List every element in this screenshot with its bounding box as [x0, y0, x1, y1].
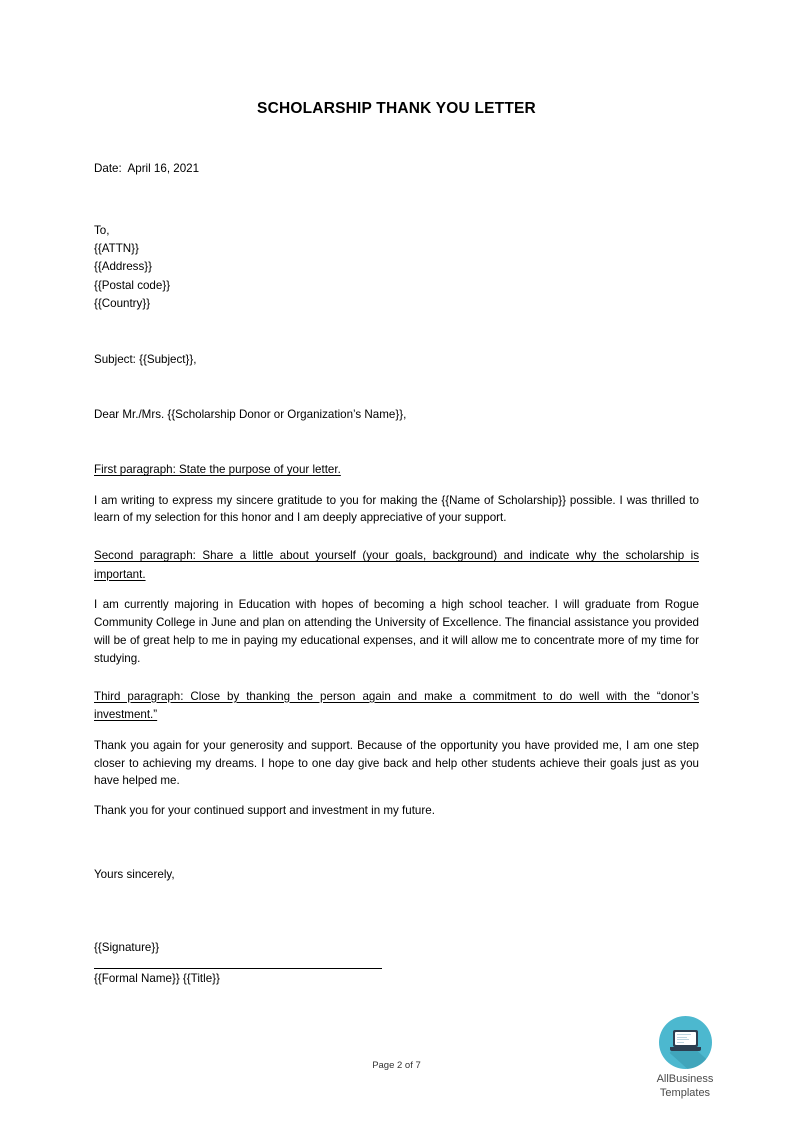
letter-body: [94, 0, 699, 1071]
section-body-first-paragraph: I am writing to express my sincere gratitude to you for making the {{Name of Scholarship}} possible. I was thrilled to learn of my selection for this honor and I am deeply appreciative of your support.: [94, 493, 699, 525]
address-postal-code: {{Postal code}}: [94, 278, 171, 292]
screen-text-line: [677, 1037, 687, 1038]
signature-name-title: {{Formal Name}} {{Title}}: [94, 971, 220, 985]
screen-text-line: [677, 1039, 690, 1040]
address-street: {{Address}}: [94, 260, 153, 274]
date-line: Date: April 16, 2021: [94, 162, 200, 175]
laptop-base: [670, 1047, 701, 1051]
recipient-address-block: [94, 222, 699, 313]
footer-page-number: Page 2 of 7: [372, 1060, 421, 1071]
logo-wordmark: [641, 1073, 729, 1100]
screen-text-line: [677, 1034, 691, 1035]
address-to: To,: [94, 224, 110, 237]
laptop-screen-content: [675, 1032, 696, 1045]
final-paragraph: Thank you for your continued support and investment in my future.: [94, 804, 435, 818]
laptop-icon: [670, 1030, 701, 1055]
signature-placeholder: {{Signature}}: [94, 940, 160, 954]
section-body-third-paragraph: Thank you again for your generosity and support. Because of the opportunity you have provided me, I am one step closer to achieving my dreams. I hope to one day give back and help other students achieve their goals just as you have helped me.: [94, 738, 699, 788]
signature-rule: [94, 968, 382, 969]
logo-badge-circle: [659, 1016, 712, 1069]
address-attn: {{ATTN}}: [94, 242, 139, 256]
logo-text-line-2: Templates: [659, 1086, 711, 1099]
subject-line: Subject: {{Subject}},: [94, 353, 197, 367]
salutation-line: Dear Mr./Mrs. {{Scholarship Donor or Organization’s Name}},: [94, 408, 407, 422]
section-heading-second-paragraph: Second paragraph: Share a little about yourself (your goals, background) and indicate why the scholarship is important.: [94, 549, 699, 581]
section-heading-first-paragraph: First paragraph: State the purpose of your letter.: [94, 463, 341, 477]
section-body-second-paragraph: I am currently majoring in Education with hopes of becoming a high school teacher. I will graduate from Rogue Community College in June and plan on attending the University of Excellence. The financial assistance you provided will be of great help to me in paying my educational expenses, and it will allow me to concentrate more of my time for studying.: [94, 598, 699, 665]
screen-text-line: [677, 1042, 685, 1043]
address-country: {{Country}}: [94, 296, 151, 310]
laptop-screen: [673, 1030, 698, 1047]
page-title: SCHOLARSHIP THANK YOU LETTER: [257, 100, 536, 117]
closing-line: Yours sincerely,: [94, 867, 175, 881]
logo-text-line-1: AllBusiness: [656, 1073, 714, 1085]
allbusinesstemplates-logo: [641, 1016, 729, 1100]
section-heading-third-paragraph: Third paragraph: Close by thanking the person again and make a commitment to do well with the “donor’s investment.”: [94, 689, 699, 722]
